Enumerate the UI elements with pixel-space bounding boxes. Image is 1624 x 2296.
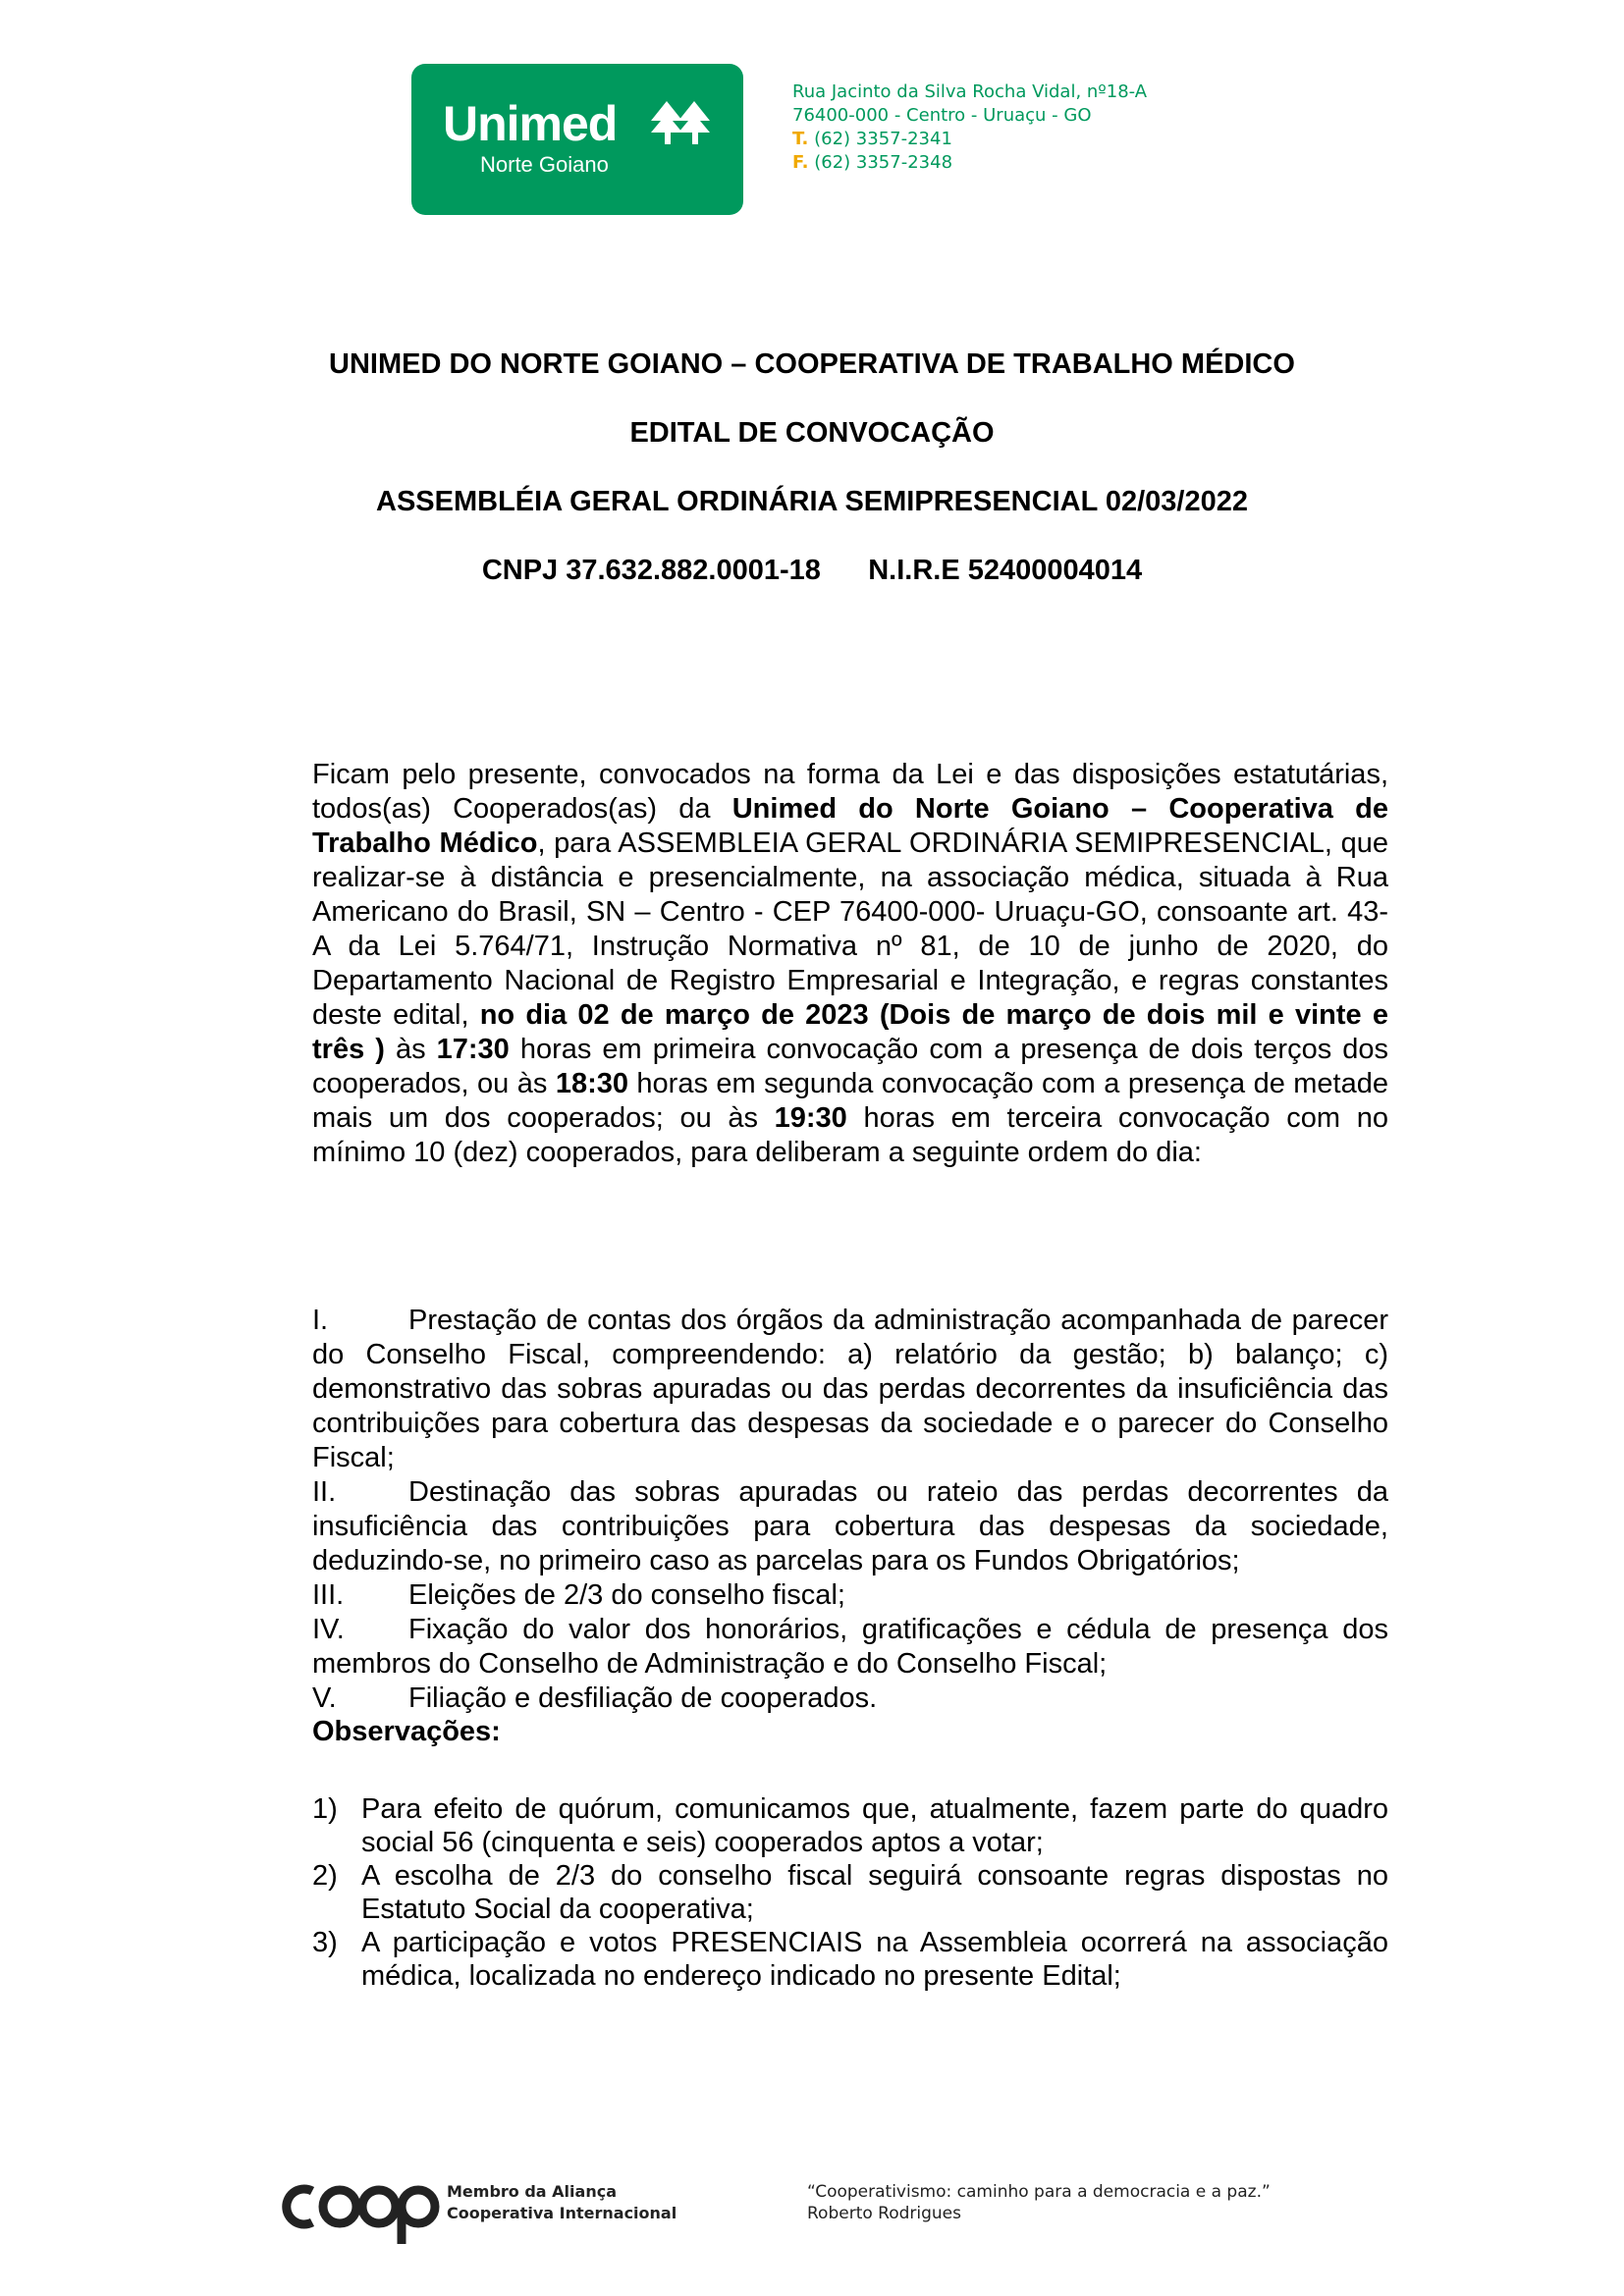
fax-label: F. xyxy=(792,152,809,173)
nire: N.I.R.E 52400004014 xyxy=(868,555,1143,586)
intro-text-6: horas em terceira convocação com no mínimo 10 (dez) cooperados, para deliberam a seguinte ordem do dia: xyxy=(312,1102,1388,1168)
intro-time-2: 18:30 xyxy=(555,1068,628,1099)
coop-line-1: Membro da Aliança xyxy=(447,2182,617,2201)
title-assembly: ASSEMBLÉIA GERAL ORDINÁRIA SEMIPRESENCIAL 02/03/2022 xyxy=(376,486,1248,517)
agenda-item: V. Filiação e desfiliação de cooperados. xyxy=(312,1682,878,1714)
title-edital: EDITAL DE CONVOCAÇÃO xyxy=(629,417,995,449)
cnpj: CNPJ 37.632.882.0001-18 xyxy=(481,555,821,586)
agenda-item: II. Destinação das sobras apuradas ou rateio das perdas decorrentes da insuficiência das contribuições para cobertura das despesas da sociedade, deduzindo-se, no primeiro caso as parcelas para os Fundos Obrigatórios; xyxy=(312,1476,1388,1576)
observations-title: Observações: xyxy=(312,1716,501,1747)
intro-time-1: 17:30 xyxy=(436,1034,510,1065)
intro-text-1: Ficam pelo presente, convocados na forma da Lei e das disposições estatutárias, todos(as) Cooperados(as) da xyxy=(312,759,1388,825)
logo-wordmark: Unimed xyxy=(443,96,618,151)
logo-subtitle: Norte Goiano xyxy=(480,152,609,177)
title-organization: UNIMED DO NORTE GOIANO – COOPERATIVA DE TRABALHO MÉDICO xyxy=(329,348,1295,380)
intro-org-name: Unimed do Norte Goiano – Cooperativa de Trabalho Médico xyxy=(312,793,1388,859)
coop-line-2: Cooperativa Internacional xyxy=(447,2204,677,2222)
footer-quote xyxy=(807,2181,1271,2224)
unimed-tree-icon xyxy=(649,99,714,148)
quote-text: “Cooperativismo: caminho para a democracia e a paz.” xyxy=(807,2182,1271,2202)
coop-logo-icon xyxy=(279,2171,441,2246)
coop-membership xyxy=(447,2181,677,2224)
address-line-1: Rua Jacinto da Silva Rocha Vidal, nº18-A xyxy=(792,81,1148,102)
observation-item: 3) A participação e votos PRESENCIAIS na Assembleia ocorrerá na associação médica, localizada no endereço indicado no presente Edital; xyxy=(312,1927,1388,1992)
intro-date: no dia 02 de março de 2023 (Dois de março de dois mil e vinte e três ) xyxy=(312,999,1388,1065)
intro-time-3: 19:30 xyxy=(774,1102,847,1134)
intro-text-2: , para ASSEMBLEIA GERAL ORDINÁRIA SEMIPRESENCIAL, que realizar-se à distância e presencialmente, na associação médica, situada à Rua Americano do Brasil, SN – Centro - CEP 76400-000- Uruaçu-GO, consoante art. 43-A da Lei 5.764/71, Instrução Normativa nº 81, de 10 de junho de 2020, do Departamento Nacional de Registro Empresarial e Integração, e regras constantes deste edital, xyxy=(312,828,1388,1031)
header-contact xyxy=(792,80,1147,175)
agenda-list xyxy=(312,1304,1388,1716)
phone-line xyxy=(792,128,1147,151)
intro-paragraph xyxy=(312,758,1388,1170)
agenda-item: IV. Fixação do valor dos honorários, gratificações e cédula de presença dos membros do Conselho de Administração e do Conselho Fiscal; xyxy=(312,1614,1388,1680)
address-line-2: 76400-000 - Centro - Uruaçu - GO xyxy=(792,105,1092,126)
observation-item: 1) Para efeito de quórum, comunicamos que, atualmente, fazem parte do quadro social 56 (cinquenta e seis) cooperados aptos a votar; xyxy=(312,1793,1388,1858)
observation-item: 2) A escolha de 2/3 do conselho fiscal seguirá consoante regras dispostas no Estatuto Social da cooperativa; xyxy=(312,1860,1388,1925)
phone-number: (62) 3357-2341 xyxy=(814,129,952,149)
intro-text-4: horas em primeira convocação com a presença de dois terços dos cooperados, ou às xyxy=(312,1034,1388,1099)
unimed-logo xyxy=(411,64,743,215)
observations-list xyxy=(312,1792,1388,1993)
phone-label: T. xyxy=(792,129,809,149)
quote-author: Roberto Rodrigues xyxy=(807,2204,961,2223)
fax-line xyxy=(792,151,1147,175)
title-registration xyxy=(0,555,1624,587)
agenda-item: III. Eleições de 2/3 do conselho fiscal; xyxy=(312,1579,845,1611)
fax-number: (62) 3357-2348 xyxy=(814,152,953,173)
intro-text-3: às xyxy=(384,1034,437,1065)
intro-text-5: horas em segunda convocação com a presença de metade mais um dos cooperados; ou às xyxy=(312,1068,1388,1134)
agenda-item: I. Prestação de contas dos órgãos da administração acompanhada de parecer do Conselho Fiscal, compreendendo: a) relatório da gestão; b) balanço; c) demonstrativo das sobras apuradas ou das perdas decorrentes da insuficiência das contribuições para cobertura das despesas da sociedade e o parecer do Conselho Fiscal; xyxy=(312,1305,1388,1473)
